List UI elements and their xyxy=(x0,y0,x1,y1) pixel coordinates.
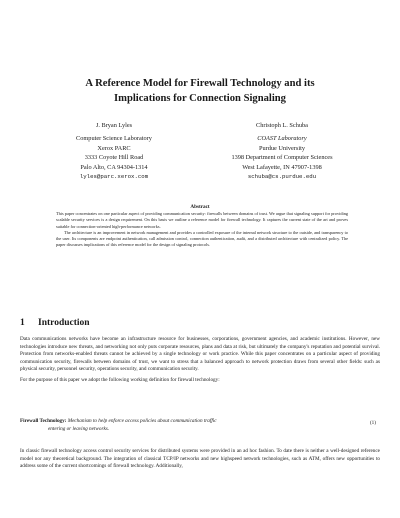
firewall-definition xyxy=(20,418,380,433)
definition-equation-number: (1) xyxy=(369,420,376,426)
body-paragraph-1: Data communications networks have become an infrastructure resource for businesses, corporations, government agencies, and academic institutions. However, new technologies introduce new threats, and networking not only puts corporate resources, plans and data at risk, but ultimately the company's reputation and potential survival. Protection from networks-enabled threats cannot be achieved by a single technology or work practice. While this paper concentrates on a particular aspect of providing communication security, firewalls between domains of trust, we want to stress that a balanced approach to network protection draws from several other fields: such as physical security, personnel security, operations security, and communication security. xyxy=(20,336,380,373)
abstract-body xyxy=(56,211,348,249)
abstract-heading: Abstract xyxy=(190,204,210,210)
abstract-paragraph-1: This paper concentrates on one particular aspect of providing communication security: firewalls between domains of trust. We argue that signaling support for providing scalable security services is a design requirement. On this basis we outline a reference model for firewall technology. It captures the current state of the art and proves suitable for connection-oriented high-performance networks. xyxy=(56,211,348,229)
author-name: Christoph L. Schuba xyxy=(256,122,308,129)
author-org: Purdue University xyxy=(259,144,305,152)
body-paragraph-3: In classic firewall technology access control security services for distributed systems were provided in an ad hoc fashion. To date there is neither a well-designed reference model nor any theoretical background. The integration of classical TCP/IP networks and new highspeed network technologies, such as ATM, offers new opportunities to address some of the current shortcomings of firewall technology. Additionally, xyxy=(20,448,380,470)
author-org: Xerox PARC xyxy=(97,144,131,152)
author-block-schuba xyxy=(212,121,352,181)
introduction-body-continued xyxy=(20,448,380,471)
author-address-1: 1398 Department of Computer Sciences xyxy=(231,154,333,162)
introduction-body xyxy=(20,336,380,385)
author-name: J. Bryan Lyles xyxy=(95,122,133,129)
definition-text-line-2: entering or leaving networks. xyxy=(48,425,110,432)
author-address-1: 3333 Coyote Hill Road xyxy=(84,154,144,162)
author-affiliation: Computer Science Laboratory xyxy=(76,135,152,143)
author-email: schuba@cs.purdue.edu xyxy=(247,173,317,181)
paper-title xyxy=(20,76,380,106)
author-email: lyles@parc.xerox.com xyxy=(79,173,149,181)
definition-term: Firewall Technology: xyxy=(20,418,67,424)
section-title: Introduction xyxy=(38,318,90,328)
definition-text-line-1: Mechanism to help enforce access policies about communication traffic xyxy=(67,418,217,424)
body-paragraph-2: For the purpose of this paper we adopt the following working definition for firewall technology: xyxy=(20,376,220,383)
author-affiliation: COAST Laboratory xyxy=(257,135,307,143)
author-address-2: Palo Alto, CA 94304-1314 xyxy=(80,163,148,171)
section-heading-introduction xyxy=(20,318,90,328)
title-line-1: A Reference Model for Firewall Technology and its xyxy=(85,78,315,89)
title-line-2: Implications for Connection Signaling xyxy=(114,93,286,104)
author-block-lyles xyxy=(44,121,184,181)
section-number: 1 xyxy=(20,318,25,328)
author-address-2: West Lafayette, IN 47907-1398 xyxy=(242,163,322,171)
abstract-paragraph-2: The architecture is an improvement in network management and provides a controlled exposure of the internal network structure to the outside, and transparency to the user. Its components are endpoint authentication, call admission control, connection authentication, audit, and a distributed architecture with centralized policy. The paper discusses implications of this reference model for the design of signaling protocols. xyxy=(56,229,348,248)
